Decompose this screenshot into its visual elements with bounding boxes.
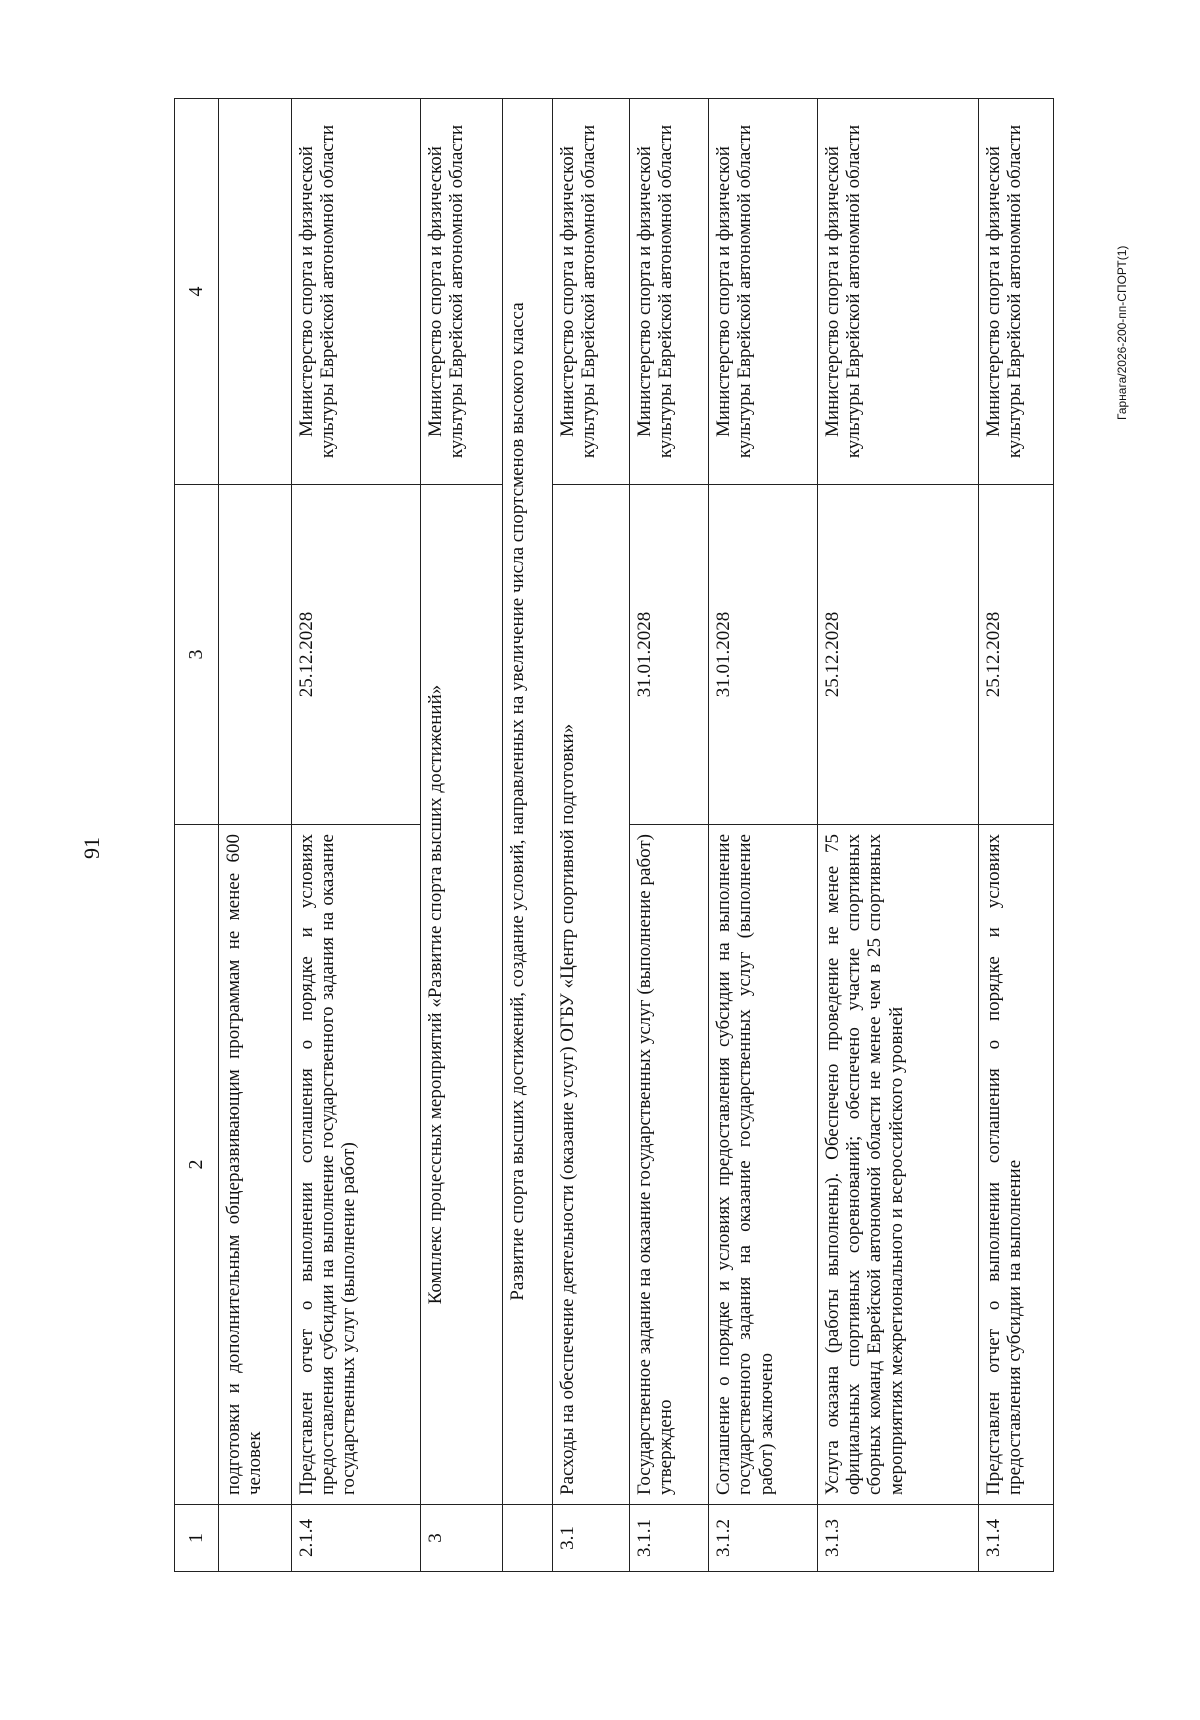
row-responsible: Министерство спорта и физической культуры Еврейской автономной области: [552, 99, 629, 485]
row-responsible: Министерство спорта и физической культуры Еврейской автономной области: [291, 99, 420, 485]
header-col-1: 1: [175, 1505, 219, 1572]
row-number: 2.1.4: [291, 1505, 420, 1572]
row-number: 3.1.2: [709, 1505, 818, 1572]
row-number: 3.1: [552, 1505, 629, 1572]
row-number: 3.1.1: [629, 1505, 708, 1572]
row-number: 3.1.3: [817, 1505, 978, 1572]
row-description: Государственное задание на оказание государственных услуг (выполнение работ) утверждено: [629, 825, 708, 1505]
row-description: Расходы на обеспечение деятельности (оказание услуг) ОГБУ «Центр спортивной подготовки»: [552, 485, 629, 1505]
table-row: [709, 99, 818, 1572]
table-row: [219, 99, 292, 1572]
table-row: [629, 99, 708, 1572]
table-row: [552, 99, 629, 1572]
schedule-table: [174, 98, 1054, 1572]
row-responsible: Министерство спорта и физической культуры Еврейской автономной области: [979, 99, 1054, 485]
row-description: Представлен отчет о выполнении соглашения о порядке и условиях предоставления субсидии на выполнение государственного задания на оказание государственных услуг (выполнение работ): [291, 825, 420, 1505]
header-col-4: 4: [175, 99, 219, 485]
row-description: подготовки и дополнительным общеразвивающим программам не менее 600 человек: [219, 825, 292, 1505]
page-number: 91: [79, 837, 104, 859]
header-row: [175, 99, 219, 1572]
rotated-table-container: [174, 99, 1054, 1572]
row-date: 31.01.2028: [709, 485, 818, 825]
table-row: [979, 99, 1054, 1572]
row-description: Представлен отчет о выполнении соглашения о порядке и условиях предоставления субсидии на выполнение: [979, 825, 1054, 1505]
section-heading: Развитие спорта высших достижений, создание условий, направленных на увеличение числа спортсменов высокого класса: [502, 99, 552, 1505]
header-col-2: 2: [175, 825, 219, 1505]
table-row: [502, 99, 552, 1572]
table-row: [291, 99, 420, 1572]
row-number: 3: [420, 1505, 502, 1572]
header-col-3: 3: [175, 485, 219, 825]
row-responsible: Министерство спорта и физической культуры Еврейской автономной области: [420, 99, 502, 485]
row-responsible: Министерство спорта и физической культуры Еврейской автономной области: [629, 99, 708, 485]
row-date: 31.01.2028: [629, 485, 708, 825]
row-date: [219, 485, 292, 825]
row-responsible: [219, 99, 292, 485]
document-code: Гарнага/2026-200-пп-СПОРТ(1): [1115, 245, 1129, 420]
row-description: Соглашение о порядке и условиях предоставления субсидии на выполнение государственного задания на оказание государственных услуг (выполнение работ) заключено: [709, 825, 818, 1505]
row-number: [502, 1505, 552, 1572]
row-description: Услуга оказана (работы выполнены). Обеспечено проведение не менее 75 официальных спортивных соревнований; обеспечено участие спортивных сборных команд Еврейской автономной области не менее чем в 25 спортивных мероприятиях межрегионального и всероссийского уровней: [817, 825, 978, 1505]
row-date: 25.12.2028: [291, 485, 420, 825]
row-number: [219, 1505, 292, 1572]
row-number: 3.1.4: [979, 1505, 1054, 1572]
table-row: [420, 99, 502, 1572]
row-description: Комплекс процессных мероприятий «Развитие спорта высших достижений»: [420, 485, 502, 1505]
row-responsible: Министерство спорта и физической культуры Еврейской автономной области: [709, 99, 818, 485]
table-row: [817, 99, 978, 1572]
row-date: 25.12.2028: [979, 485, 1054, 825]
row-responsible: Министерство спорта и физической культуры Еврейской автономной области: [817, 99, 978, 485]
row-date: 25.12.2028: [817, 485, 978, 825]
